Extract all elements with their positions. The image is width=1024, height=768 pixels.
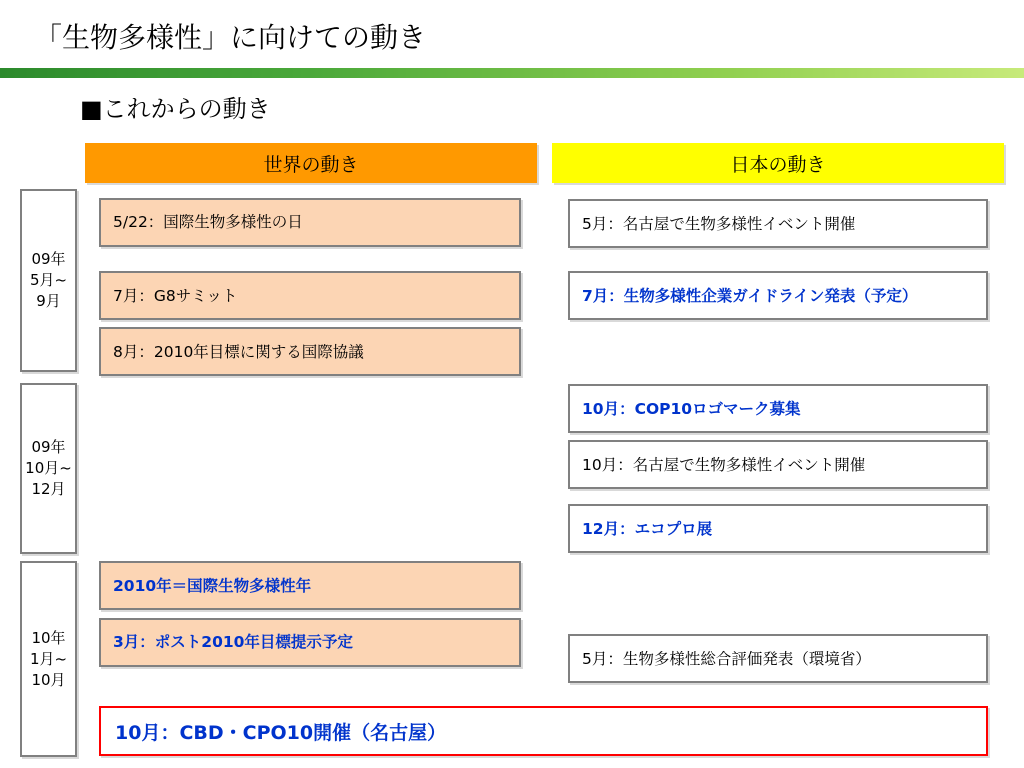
period-2009-may-sep: 09年 5月~ 9月: [20, 189, 77, 372]
title-underline-bar: [0, 68, 1024, 78]
period-2009-oct-dec: 09年 10月~ 12月: [20, 383, 77, 554]
section-heading: ■これからの動き: [80, 95, 271, 123]
world-column-header: 世界の動き: [85, 143, 537, 183]
world-event-post-2010-target: 3月：ポスト2010年目標提示予定: [99, 618, 521, 667]
highlight-event-cop10-nagoya: 10月：CBD・CPO10開催（名古屋）: [99, 706, 988, 756]
japan-event-cop10-logo: 10月：COP10ロゴマーク募集: [568, 384, 988, 433]
slide-title: 「生物多様性」に向けての動き: [34, 21, 427, 54]
world-event-2010-target-talks: 8月：2010年目標に関する国際協議: [99, 327, 521, 376]
world-event-g8-summit: 7月：G8サミット: [99, 271, 521, 320]
japan-event-eco-products: 12月：エコプロ展: [568, 504, 988, 553]
japan-event-nagoya-may: 5月：名古屋で生物多様性イベント開催: [568, 199, 988, 248]
period-2010-jan-oct: 10年 1月~ 10月: [20, 561, 77, 757]
world-event-biodiversity-day: 5/22：国際生物多様性の日: [99, 198, 521, 247]
world-event-biodiversity-year: 2010年＝国際生物多様性年: [99, 561, 521, 610]
japan-event-nagoya-oct: 10月：名古屋で生物多様性イベント開催: [568, 440, 988, 489]
japan-column-header: 日本の動き: [552, 143, 1004, 183]
japan-event-business-guideline: 7月：生物多様性企業ガイドライン発表（予定）: [568, 271, 988, 320]
japan-event-assessment-report: 5月：生物多様性総合評価発表（環境省）: [568, 634, 988, 683]
